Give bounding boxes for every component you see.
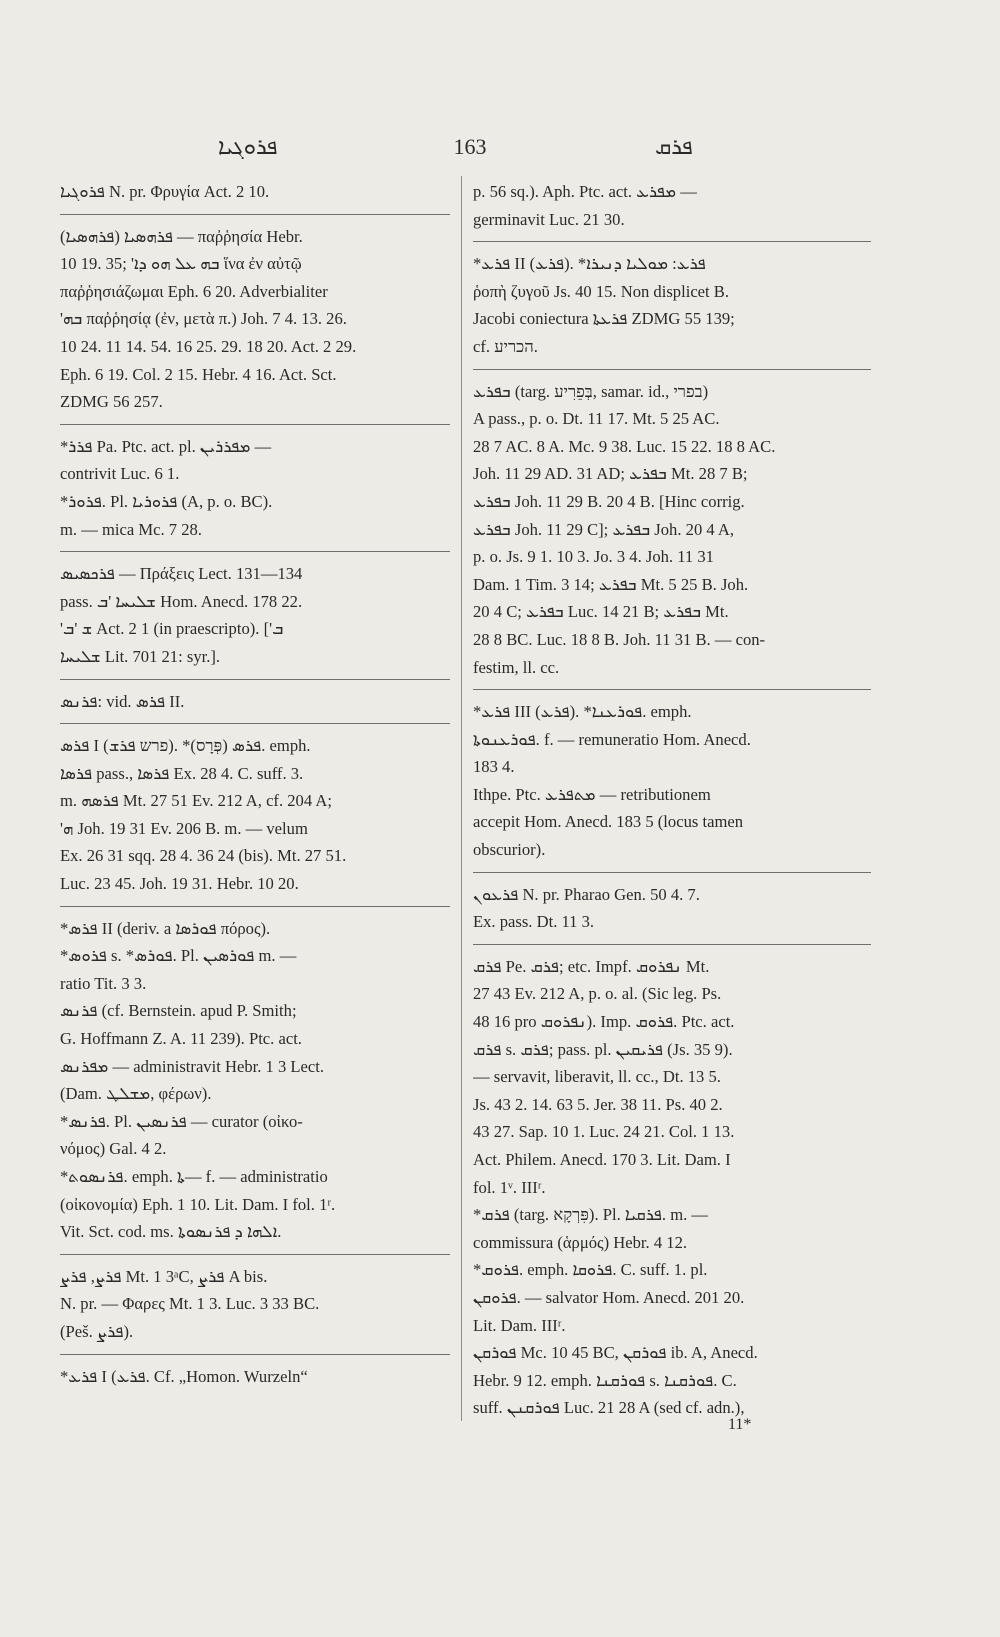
dictionary-entry (60, 223, 450, 416)
entry-rule (60, 723, 450, 724)
entry-line: 183 4. (473, 757, 515, 777)
dictionary-entry (60, 915, 450, 1246)
dictionary-entry (60, 433, 450, 543)
entry-line: παῤῥησιάζωμαι Eph. 6 20. Adverbialiter (60, 281, 328, 301)
entry-line: p. 56 sq.). Aph. Ptc. act. ܡܦܪܥ — (473, 182, 697, 201)
entry-line: obscurior). (473, 840, 546, 860)
entry-line: *ܦܪܘܩ. emph. ܦܪܘܩܐ. C. suff. 1. pl. (473, 1260, 708, 1280)
entry-line: (Peš. ܦܪܨ). (60, 1321, 134, 1341)
entry-line: *ܦܪܢܣ. Pl. ܦܪܢܣܝܢ — curator (οἰκο- (60, 1111, 303, 1131)
entry-line: 20 4 C; ܒܦܪܥ Luc. 14 21 B; ܒܦܪܥ Mt. (473, 602, 729, 622)
entry-rule (60, 906, 450, 907)
entry-line: 'ܒܗ παῤῥησίᾳ (ἐν, μετὰ π.) Joh. 7 4. 13. 26. (60, 309, 347, 329)
entry-line: ܦܪܢܣ (cf. Bernstein. apud P. Smith; (60, 1001, 297, 1021)
entry-rule (60, 424, 450, 425)
entry-line: (Dam. ܡܫܠܛ, φέρων). (60, 1084, 212, 1104)
running-head-left: ܦܪܘܓܝܐ (218, 134, 278, 159)
entry-line: fol. 1ᵛ. IIIʳ. (473, 1177, 546, 1197)
entry-line: m. — mica Mc. 7 28. (60, 519, 202, 539)
entry-line: 28 7 AC. 8 A. Mc. 9 38. Luc. 15 22. 18 8 AC. (473, 436, 776, 456)
entry-line: G. Hoffmann Z. A. 11 239). Ptc. act. (60, 1029, 302, 1049)
entry-rule (473, 872, 871, 873)
entry-rule (60, 551, 450, 552)
entry-line: ܫܠܝܚܐ Lit. 701 21: syr.]. (60, 646, 221, 666)
dictionary-entry (60, 560, 450, 670)
entry-rule (473, 369, 871, 370)
entry-rule (60, 679, 450, 680)
entry-line: Luc. 23 45. Joh. 19 31. Hebr. 10 20. (60, 874, 299, 894)
entry-line: commissura (ἁρμός) Hebr. 4 12. (473, 1232, 688, 1252)
entry-line: ܦܪܘܓܝܐ N. pr. Φρυγία Act. 2 10. (60, 182, 270, 201)
entry-line: νόμος) Gal. 4 2. (60, 1139, 167, 1159)
entry-line: ܦܪܣܐ pass., ܦܪܣܐ Ex. 28 4. C. suff. 3. (60, 763, 304, 783)
page-number: 163 (453, 134, 487, 159)
entry-rule (60, 1354, 450, 1355)
dictionary-entry (60, 1263, 450, 1346)
entry-line: ܦܪܥܘܢ N. pr. Pharao Gen. 50 4. 7. (473, 884, 700, 904)
entry-line: ܦܪܟܣܝܣ — Πράξεις Lect. 131—134 (60, 564, 303, 584)
entry-line: 'ܗ Joh. 19 31 Ev. 206 B. m. — velum (60, 818, 308, 838)
dictionary-entry (60, 732, 450, 898)
entry-line: Joh. 11 29 AD. 31 AD; ܒܦܪܥ Mt. 28 7 B; (473, 464, 748, 484)
entry-line: ratio Tit. 3 3. (60, 973, 147, 993)
entry-line: *ܦܪܣ II (deriv. a ܦܘܪܣܐ πόρος). (60, 918, 271, 938)
entry-line: ܦܘܪܥܢܘܬܐ. f. — remuneratio Hom. Anecd. (473, 729, 751, 749)
entry-line: ܦܪܗܣܝܐ (ܦܪܗܣܝܐ) — παῤῥησία Hebr. (60, 226, 303, 246)
entry-line: m. ܦܪܣܗ Mt. 27 51 Ev. 212 A, cf. 204 A; (60, 791, 332, 811)
entry-line: *ܦܪܩ (targ. פִּרְקָא). Pl. ܦܪܩܝܐ. m. — (473, 1205, 708, 1225)
entry-line: ῥοπὴ ζυγοῦ Js. 40 15. Non displicet B. (473, 281, 730, 301)
entry-line: contrivit Luc. 6 1. (60, 464, 180, 484)
entry-line: ܦܪܘܩܢ. — salvator Hom. Anecd. 201 20. (473, 1287, 745, 1307)
entry-line: 43 27. Sap. 10 1. Luc. 24 21. Col. 1 13. (473, 1122, 735, 1142)
entry-line: Lit. Dam. IIIʳ. (473, 1315, 566, 1335)
entry-line: A pass., p. o. Dt. 11 17. Mt. 5 25 AC. (473, 409, 720, 429)
entry-line: 10 24. 11 14. 54. 16 25. 29. 18 20. Act. 2 29. (60, 336, 357, 356)
entry-line: ܡܦܪܢܣ — administravit Hebr. 1 3 Lect. (60, 1056, 325, 1076)
entry-line: 'ܫ 'ܒ Act. 2 1 (in praescripto). ['ܒ (60, 619, 284, 639)
entry-line: *ܦܪܥ II (ܦܪܥ). *ܦܪܥ: ܡܘܠܝܐ ܕܢܝܪܐ (473, 254, 706, 274)
entry-line: ܦܪܣ I (פרש ܦܪܫ). *ܦܪܣ (פְּרָס). emph. (60, 736, 311, 756)
entry-line: Eph. 6 19. Col. 2 15. Hebr. 4 16. Act. Sct. (60, 364, 337, 384)
right-column (473, 178, 871, 1422)
entry-line: Ex. 26 31 sqq. 28 4. 36 24 (bis). Mt. 27 51. (60, 846, 347, 866)
column-divider (461, 176, 462, 1421)
dictionary-entry (473, 881, 871, 936)
entry-line: germinavit Luc. 21 30. (473, 209, 625, 229)
entry-line: — servavit, liberavit, ll. cc., Dt. 13 5. (473, 1067, 721, 1087)
entry-line: ܒܦܪܥ Joh. 11 29 C]; ܒܦܪܥ Joh. 20 4 A, (473, 519, 735, 539)
entry-line: 27 43 Ev. 212 A, p. o. al. (Sic leg. Ps. (473, 984, 722, 1004)
entry-line: ܦܪܢܣ: vid. ܦܪܣ II. (60, 691, 185, 711)
entry-rule (60, 214, 450, 215)
entry-line: *ܦܪܘܪ. Pl. ܦܪܘܪܝܐ (A, p. o. BC). (60, 491, 273, 511)
entry-line: Act. Philem. Anecd. 170 3. Lit. Dam. I (473, 1150, 731, 1169)
entry-line: *ܦܪܪ Pa. Ptc. act. pl. ܡܦܪܪܝܢ — (60, 436, 272, 456)
entry-line: Js. 43 2. 14. 63 5. Jer. 38 11. Ps. 40 2. (473, 1094, 723, 1114)
dictionary-entry (473, 698, 871, 864)
dictionary-entry (60, 1363, 450, 1391)
entry-line: Ithpe. Ptc. ܡܬܦܪܥ — retributionem (473, 784, 711, 804)
entry-line: ܒܦܪܥ (targ. בְּפֵרִיע, samar. id., בפרי) (473, 381, 709, 401)
entry-line: *ܦܪܢܣܘܬ. emph. ܬܐ— f. — administratio (60, 1167, 328, 1186)
entry-line: Vit. Sct. cod. ms. ܐܠܗܐ ܕ ܦܪܢܣܘܬܐ. (60, 1222, 282, 1242)
sheet-signature: 11* (728, 1416, 752, 1433)
entry-line: suff. ܦܘܪܩܢܢ Luc. 21 28 A (sed cf. adn.), (473, 1398, 745, 1418)
entry-line: ܦܘܪܩܢ Mc. 10 45 BC, ܦܘܪܩܢ ib. A, Anecd. (473, 1343, 758, 1363)
entry-line: Ex. pass. Dt. 11 3. (473, 912, 595, 932)
dictionary-entry (60, 178, 450, 206)
entry-line: 48 16 pro ܢܦܪܘܩ). Imp. ܦܪܘܩ. Ptc. act. (473, 1012, 735, 1032)
entry-line: p. o. Js. 9 1. 10 3. Jo. 3 4. Joh. 11 31 (473, 547, 714, 567)
entry-line: ܦܪܩ s. ܦܪܩ; pass. pl. ܦܪܝܩܝܢ (Js. 35 9). (473, 1039, 733, 1059)
dictionary-entry (60, 688, 450, 716)
entry-line: accepit Hom. Anecd. 183 5 (locus tamen (473, 812, 744, 832)
entry-line: ܦܪܨ, ܦܪܨ Mt. 1 3ᵃC, ܦܪܨ A bis. (60, 1266, 268, 1286)
entry-line: ZDMG 56 257. (60, 392, 163, 412)
entry-line: *ܦܪܘܣ s. *ܦܘܪܣ. Pl. ܦܘܪܣܝܢ m. — (60, 946, 297, 966)
dictionary-entry (473, 953, 871, 1422)
entry-line: *ܦܪܥ III (ܦܪܥ). *ܦܘܪܥܢܐ. emph. (473, 702, 692, 722)
entry-rule (60, 1254, 450, 1255)
entry-line: pass. ܫܠܝܚܐ 'ܒ Hom. Anecd. 178 22. (60, 591, 303, 611)
entry-line: Dam. 1 Tim. 3 14; ܒܦܪܥ Mt. 5 25 B. Joh. (473, 574, 749, 594)
entry-line: cf. הכריע. (473, 336, 538, 356)
running-head-right: ܦܪܩ (655, 134, 693, 159)
entry-rule (473, 689, 871, 690)
entry-line: Jacobi coniectura ܦܪܥܬܐ ZDMG 55 139; (473, 309, 735, 329)
dictionary-entry (473, 378, 871, 682)
left-column (60, 178, 450, 1390)
entry-line: *ܦܪܥ I (ܦܪܥ. Cf. „Homon. Wurzeln“ (60, 1366, 308, 1386)
dictionary-entry (473, 250, 871, 360)
entry-line: festim, ll. cc. (473, 657, 560, 677)
entry-line: ܦܪܩ Pe. ܦܪܩ; etc. Impf. ܢܦܪܘܩ Mt. (473, 956, 710, 976)
entry-line: (οἰκονομία) Eph. 1 10. Lit. Dam. I fol. 1ʳ. (60, 1194, 336, 1214)
entry-line: Hebr. 9 12. emph. ܦܘܪܩܢܐ s. ܦܘܪܩܢܐ. C. (473, 1370, 737, 1390)
entry-line: N. pr. — Φαρες Mt. 1 3. Luc. 3 33 BC. (60, 1294, 320, 1314)
entry-rule (473, 944, 871, 945)
entry-line: ܒܦܪܥ Joh. 11 29 B. 20 4 B. [Hinc corrig. (473, 491, 745, 511)
entry-line: 10 19. 35; 'ܒܗ ܥܠ ܗܘ ܕܐ ἵνα ἐν αὐτῷ (60, 254, 302, 274)
entry-rule (473, 241, 871, 242)
dictionary-entry (473, 178, 871, 233)
entry-line: 28 8 BC. Luc. 18 8 B. Joh. 11 31 B. — con- (473, 629, 766, 649)
